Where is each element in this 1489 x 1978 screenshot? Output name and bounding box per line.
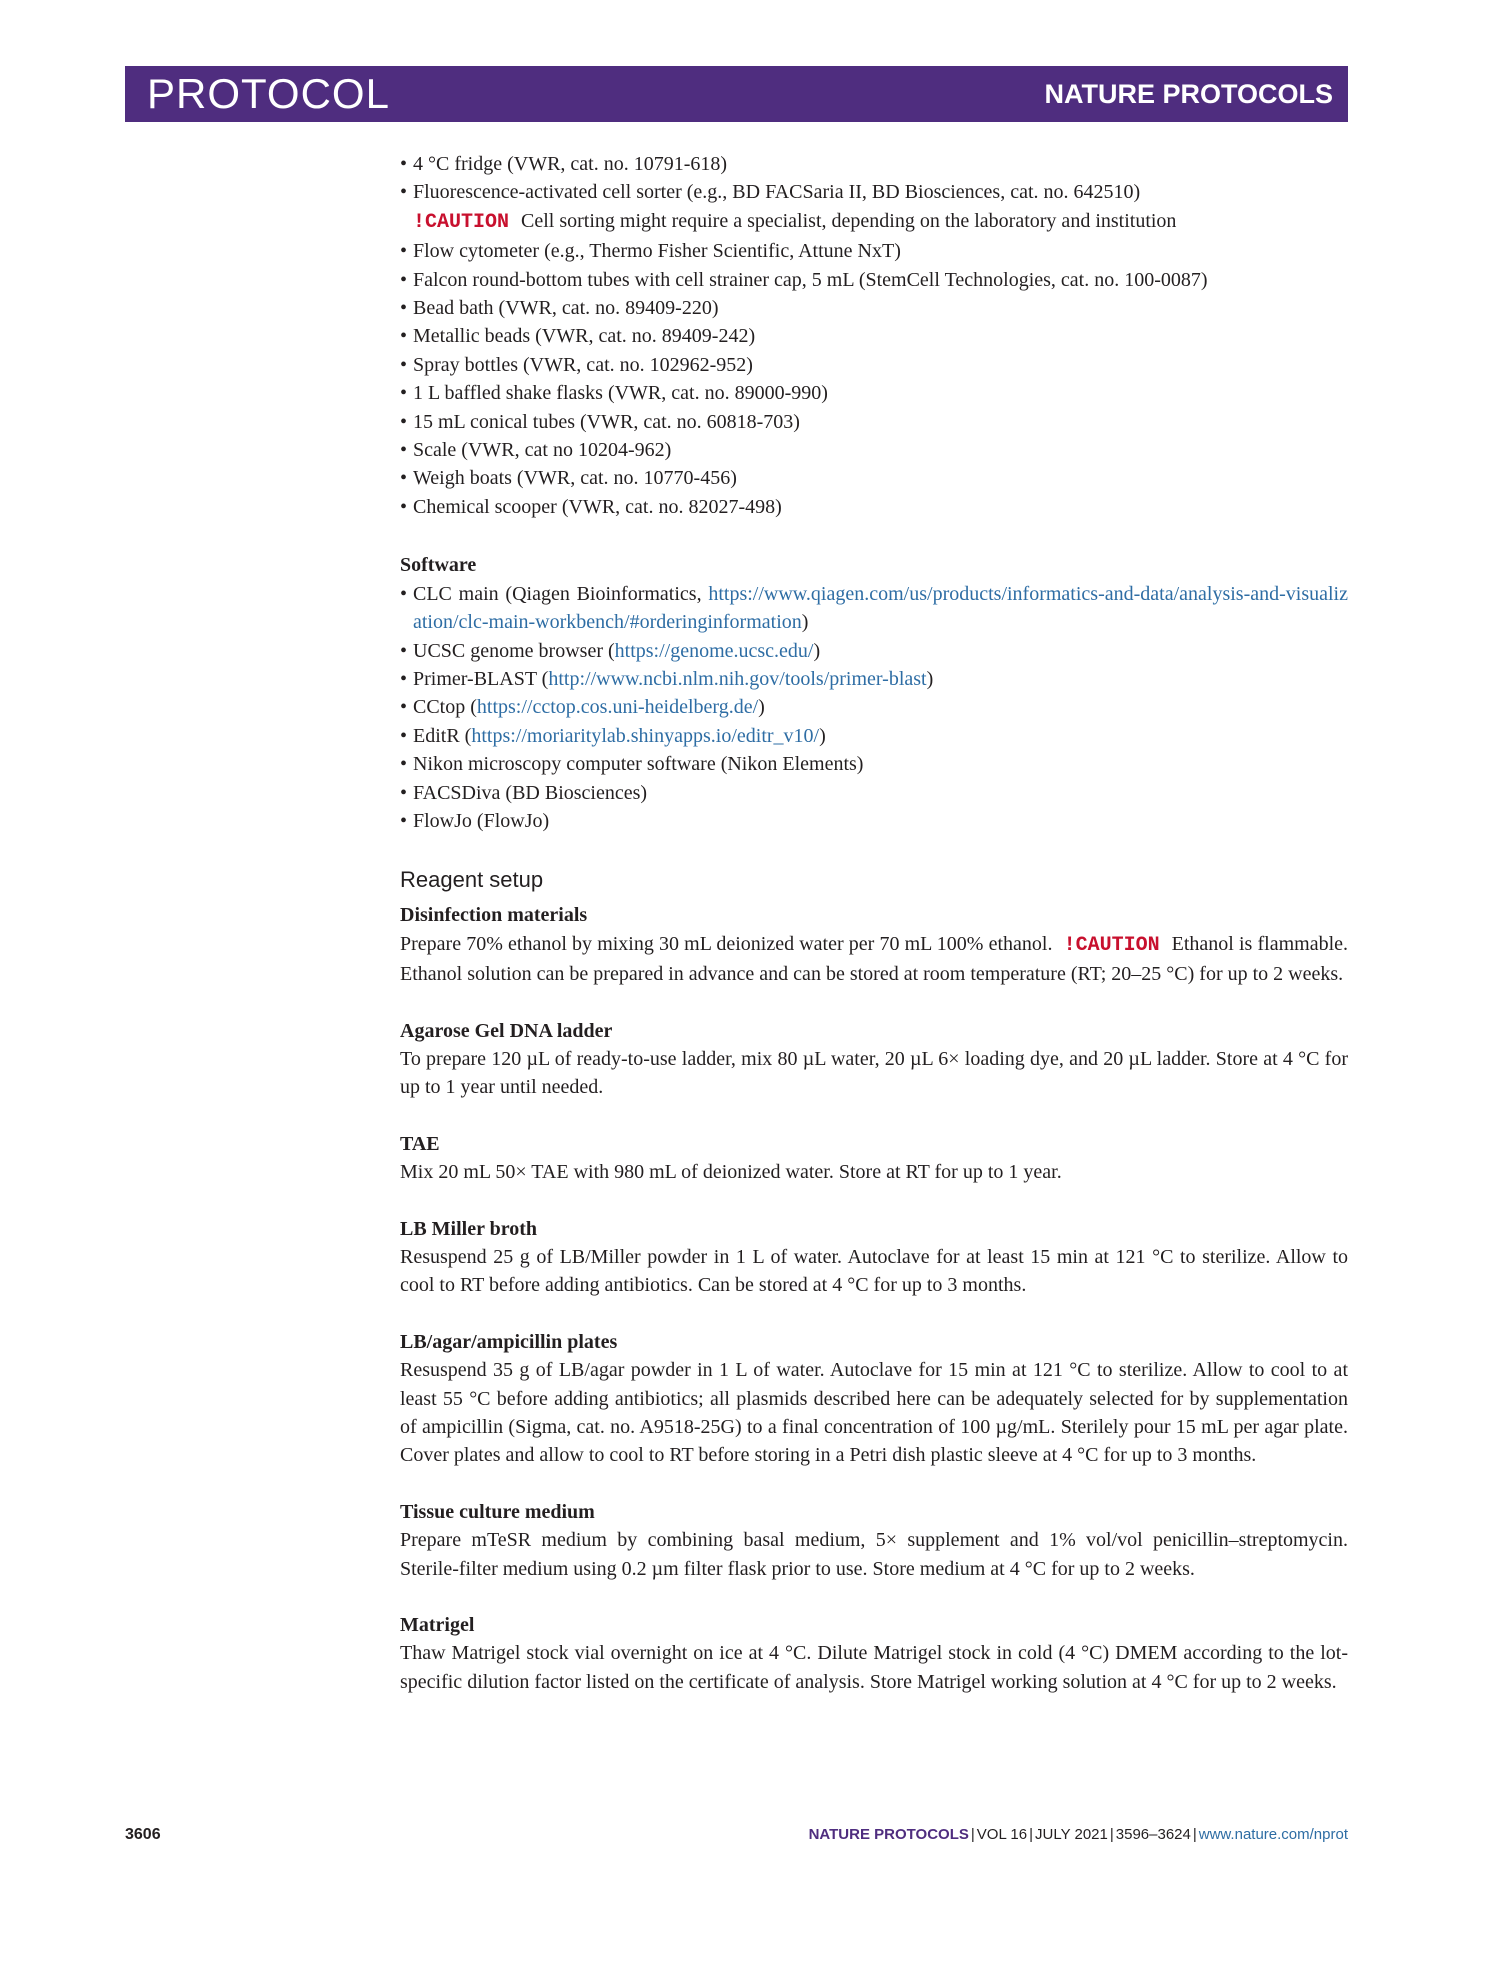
list-item: • Weigh boats (VWR, cat. no. 10770-456) — [400, 464, 1348, 492]
list-item: • Chemical scooper (VWR, cat. no. 82027-498) — [400, 493, 1348, 521]
software-link[interactable]: https://moriaritylab.shinyapps.io/editr_v10/ — [471, 724, 820, 747]
reagent-setup-title: Reagent setup — [400, 867, 544, 893]
subsection-heading: Agarose Gel DNA ladder — [400, 1019, 613, 1042]
list-item: • Spray bottles (VWR, cat. no. 102962-952) — [400, 351, 1348, 379]
subsection-text: Prepare 70% ethanol by mixing 30 mL deionized water per 70 mL 100% ethanol. !CAUTION Ethanol is flammable. Ethanol solution can be prepared in advance and can be stored at room temperature (RT; 20–25 °C) for up to 2 weeks. — [400, 932, 1348, 986]
software-link[interactable]: https://genome.ucsc.edu/ — [614, 639, 814, 662]
list-item: • 15 mL conical tubes (VWR, cat. no. 60818-703) — [400, 408, 1348, 436]
subsection-heading: LB/agar/ampicillin plates — [400, 1330, 618, 1353]
list-item: • Fluorescence-activated cell sorter (e.g., BD FACSaria II, BD Biosciences, cat. no. 642510) !CAUTION Cell sorting might require a specialist, depending on the laboratory and institution — [400, 178, 1348, 237]
software-heading: Software — [400, 554, 477, 577]
list-item: • Bead bath (VWR, cat. no. 89409-220) — [400, 294, 1348, 322]
list-item: • CCtop (https://cctop.cos.uni-heidelberg.de/) — [400, 693, 1348, 721]
footer-url[interactable]: www.nature.com/nprot — [1198, 1826, 1348, 1843]
list-item: • CLC main (Qiagen Bioinformatics, https://www.qiagen.com/us/products/informatics-and-data/analysis-and-visualization/clc-main-workbench/#orderinginformation) — [400, 580, 1348, 637]
software-link[interactable]: https://cctop.cos.uni-heidelberg.de/ — [476, 696, 759, 719]
list-item: • Scale (VWR, cat no 10204-962) — [400, 436, 1348, 464]
list-item: • FACSDiva (BD Biosciences) — [400, 779, 1348, 807]
caution-text: Cell sorting might require a specialist, depending on the laboratory and institution — [521, 209, 1177, 232]
list-item: • EditR (https://moriaritylab.shinyapps.io/editr_v10/) — [400, 722, 1348, 750]
footer-date: JULY 2021 — [1035, 1826, 1108, 1843]
subsection-heading: Matrigel — [400, 1614, 475, 1637]
header-section-label: PROTOCOL — [147, 70, 390, 117]
page-content — [400, 150, 1348, 1696]
caution-label: !CAUTION — [413, 210, 510, 234]
list-item: • 1 L baffled shake flasks (VWR, cat. no. 89000-990) — [400, 379, 1348, 407]
list-item: • Flow cytometer (e.g., Thermo Fisher Scientific, Attune NxT) — [400, 237, 1348, 265]
subsection-heading: Disinfection materials — [400, 904, 588, 927]
subsection-heading: Tissue culture medium — [400, 1500, 595, 1523]
footer-volume: VOL 16 — [976, 1826, 1028, 1843]
subsection-text: Resuspend 25 g of LB/Miller powder in 1 L of water. Autoclave for at least 15 min at 121 °C to sterilize. Allow to cool to RT before adding antibiotics. Can be stored at 4 °C for up to 3 months. — [400, 1246, 1348, 1297]
subsection-text: Resuspend 35 g of LB/agar powder in 1 L of water. Autoclave for 15 min at 121 °C to sterilize. Allow to cool to at least 55 °C before adding antibiotics; all plasmids described here can be adequately selected for by supplementation of ampicillin (Sigma, cat. no. A9518-25G) to a final concentration of 100 µg/mL. Sterilely pour 15 mL per agar plate. Cover plates and allow to cool to RT before storing in a Petri dish plastic sleeve at 4 °C for up to 3 months. — [400, 1359, 1348, 1467]
list-item: • FlowJo (FlowJo) — [400, 807, 1348, 835]
subsection-heading: LB Miller broth — [400, 1217, 538, 1240]
list-item: • Metallic beads (VWR, cat. no. 89409-242) — [400, 322, 1348, 350]
software-link[interactable]: http://www.ncbi.nlm.nih.gov/tools/primer-blast — [548, 667, 927, 690]
header-banner — [125, 66, 1348, 122]
software-link[interactable]: https://www.qiagen.com/us/products/informatics-and-data/analysis-and-visualization/clc-main-workbench/#orderinginformation — [413, 582, 1348, 634]
subsection-text: Prepare mTeSR medium by combining basal medium, 5× supplement and 1% vol/vol penicillin–streptomycin. Sterile-filter medium using 0.2 µm filter flask prior to use. Store medium at 4 °C for up to 2 weeks. — [400, 1529, 1348, 1580]
footer-citation: NATURE PROTOCOLS | VOL 16 | JULY 2021 | 3596–3624 | www.nature.com/nprot — [808, 1826, 1348, 1843]
equipment-list — [400, 150, 1348, 521]
software-list — [400, 580, 1348, 836]
list-item: • Primer-BLAST (http://www.ncbi.nlm.nih.gov/tools/primer-blast) — [400, 665, 1348, 693]
footer-journal: NATURE PROTOCOLS — [808, 1826, 969, 1843]
footer-pages: 3596–3624 — [1115, 1826, 1191, 1843]
subsection-text: Mix 20 mL 50× TAE with 980 mL of deionized water. Store at RT for up to 1 year. — [400, 1161, 1062, 1184]
header-journal-name: NATURE PROTOCOLS — [1044, 79, 1333, 109]
subsection-heading: TAE — [400, 1132, 440, 1155]
list-item: • Nikon microscopy computer software (Nikon Elements) — [400, 750, 1348, 778]
page-number: 3606 — [125, 1826, 161, 1843]
list-item: • Falcon round-bottom tubes with cell strainer cap, 5 mL (StemCell Technologies, cat. no. 100-0087) — [400, 266, 1348, 294]
list-item: • UCSC genome browser (https://genome.ucsc.edu/) — [400, 637, 1348, 665]
subsection-text: To prepare 120 µL of ready-to-use ladder, mix 80 µL water, 20 µL 6× loading dye, and 20 µL ladder. Store at 4 °C for up to 1 year until needed. — [400, 1047, 1348, 1099]
caution-label: !CAUTION — [1063, 933, 1160, 957]
subsection-text: Thaw Matrigel stock vial overnight on ice at 4 °C. Dilute Matrigel stock in cold (4 °C) DMEM according to the lot-specific dilution factor listed on the certificate of analysis. Store Matrigel working solution at 4 °C for up to 2 weeks. — [400, 1642, 1348, 1693]
list-item: • 4 °C fridge (VWR, cat. no. 10791-618) — [400, 150, 1348, 178]
